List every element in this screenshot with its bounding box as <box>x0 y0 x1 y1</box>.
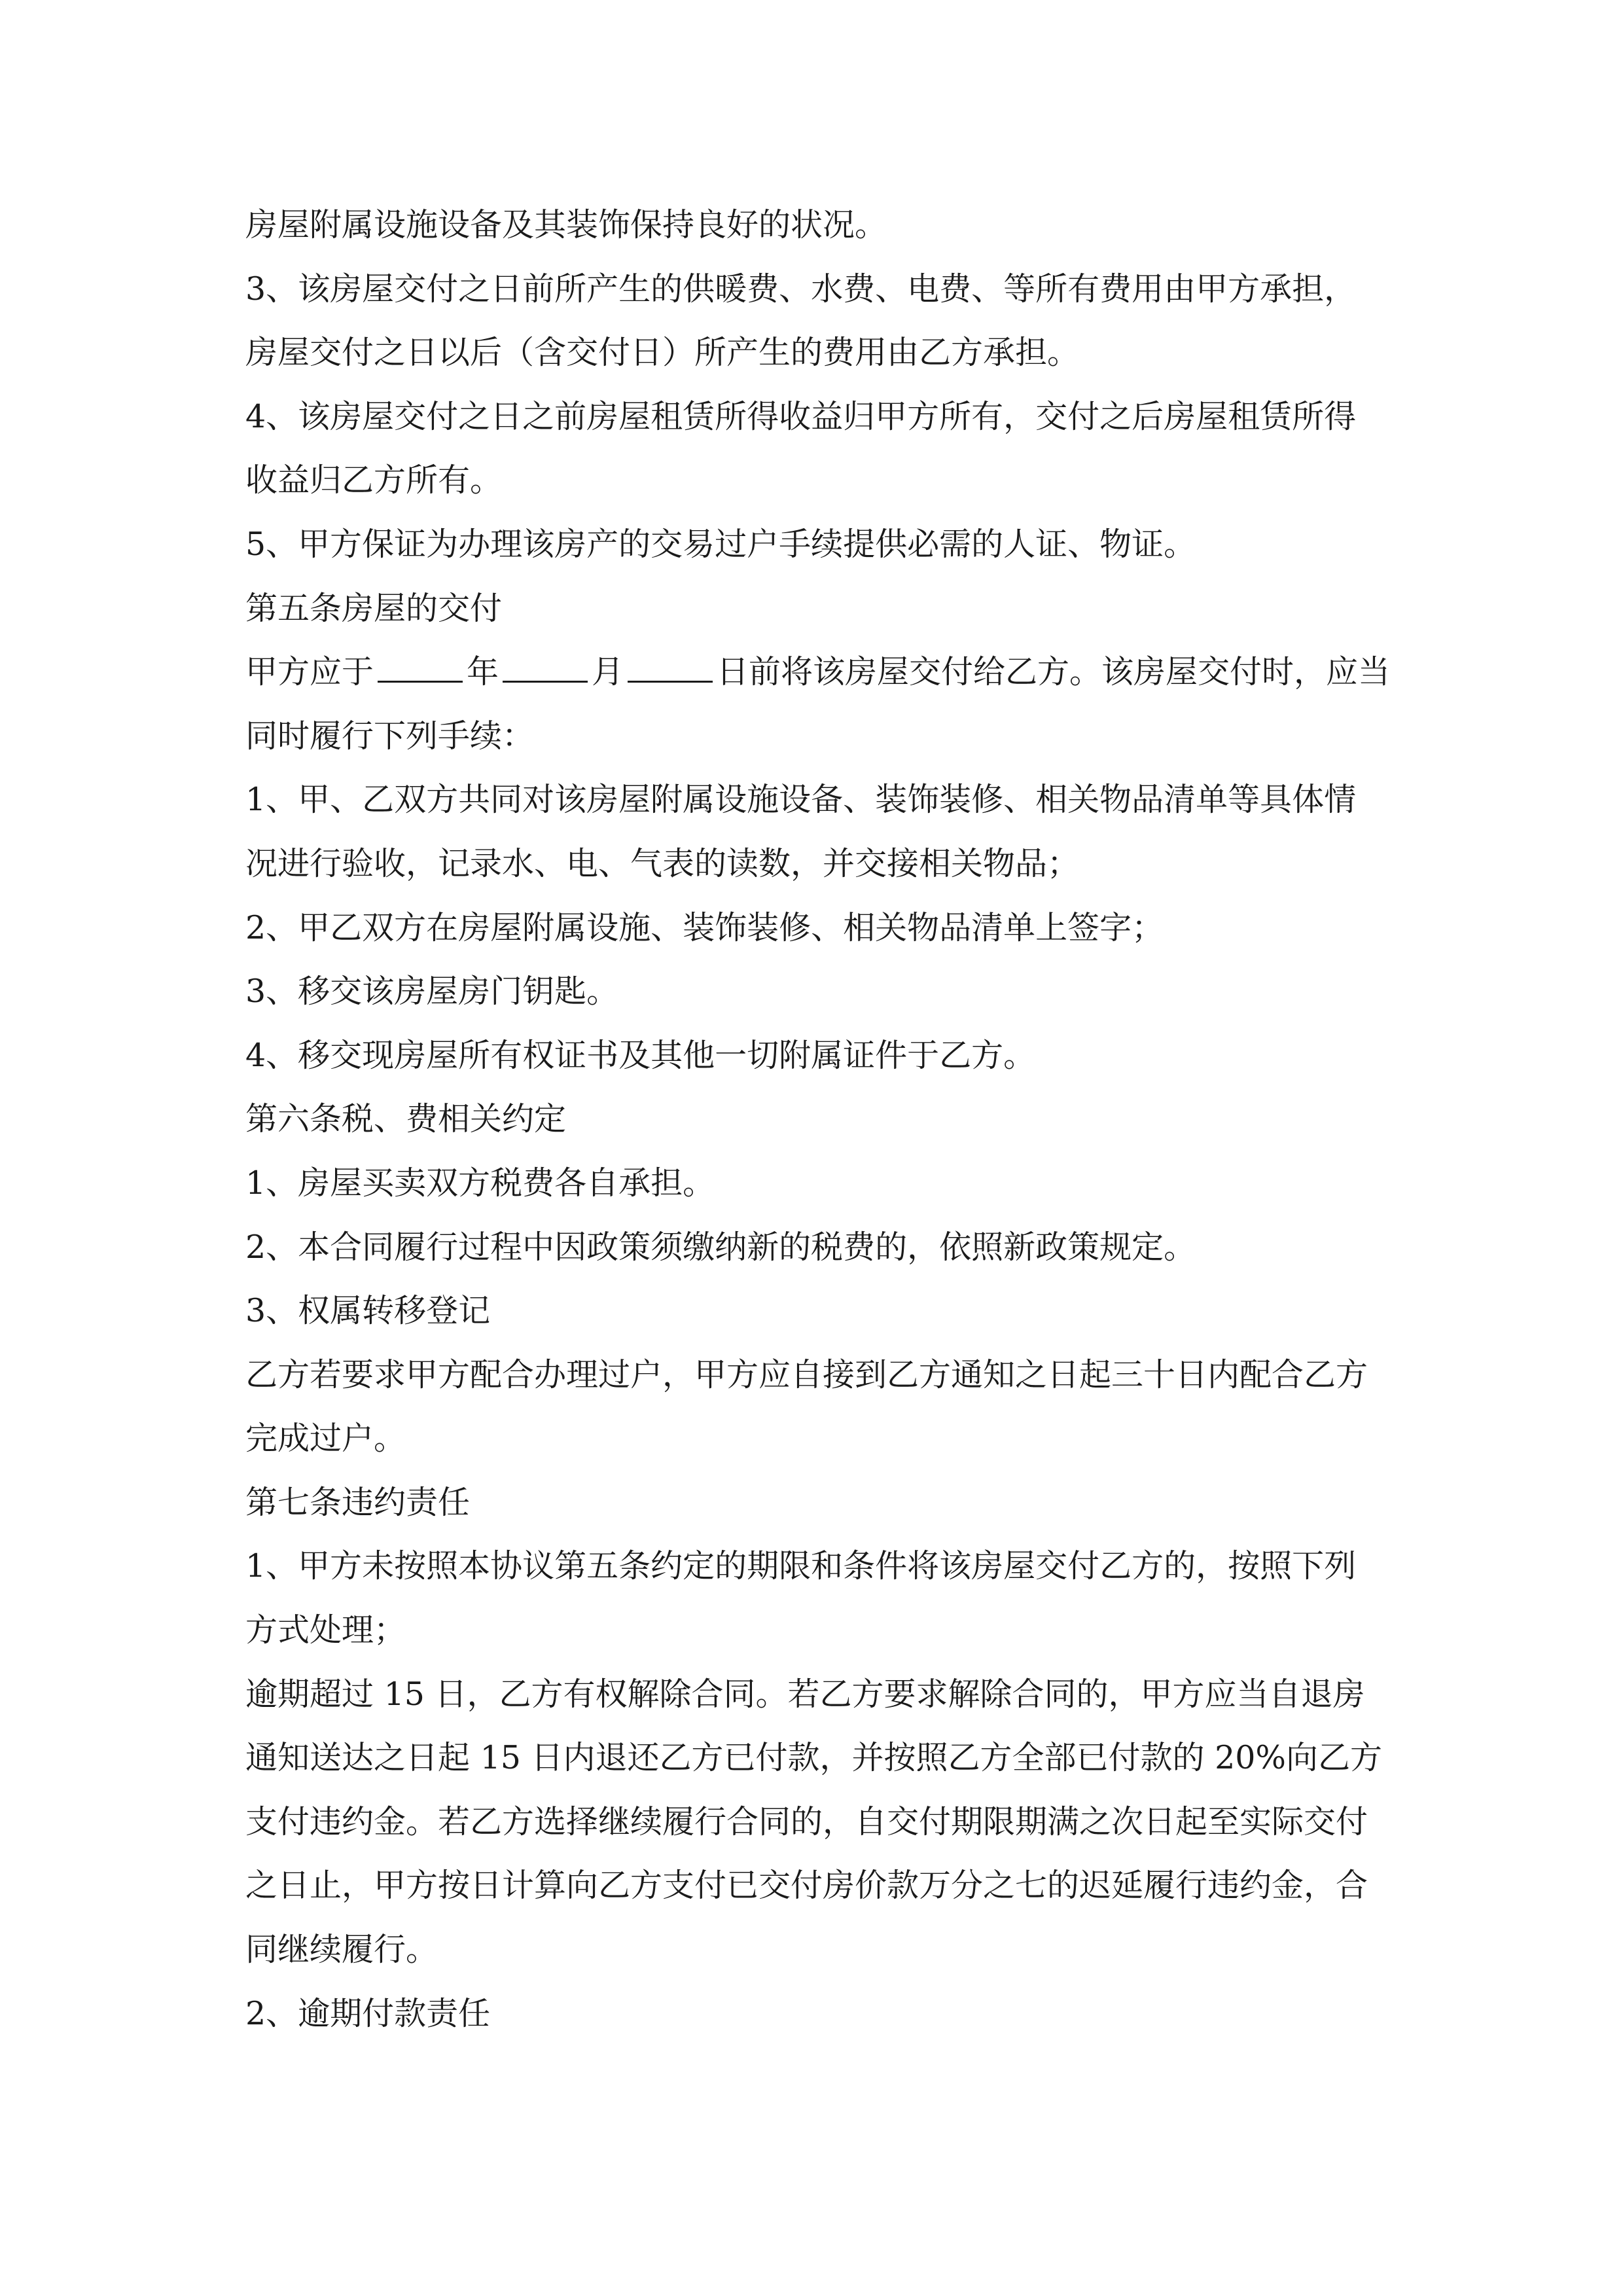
section-heading: 第五条房屋的交付 <box>245 589 503 627</box>
text-line: 3、权属转移登记 <box>245 1292 491 1330</box>
document-body <box>245 193 1391 2045</box>
text-line: 2、逾期付款责任 <box>245 1994 491 2032</box>
text-line: 完成过户。 <box>245 1420 406 1458</box>
section-heading: 第七条违约责任 <box>245 1483 471 1521</box>
text-line: 2、甲乙双方在房屋附属设施、装饰装修、相关物品清单上签字； <box>245 908 1164 946</box>
text-line: 支付违约金。若乙方选择继续履行合同的，自交付期限期满之次日起至实际交付 <box>245 1803 1368 1840</box>
text-line: 之日止，甲方按日计算向乙方支付已交付房价款万分之七的迟延履行违约金，合 <box>245 1867 1368 1905</box>
text-line: 房屋交付之日以后（含交付日）所产生的费用由乙方承担。 <box>245 334 1080 372</box>
year-blank <box>378 655 463 683</box>
text-line: 4、移交现房屋所有权证书及其他一切附属证件于乙方。 <box>245 1036 1036 1074</box>
text-line: 同时履行下列手续： <box>245 717 535 755</box>
text-line: 5、甲方保证为办理该房产的交易过户手续提供必需的人证、物证。 <box>245 525 1196 563</box>
delivery-date-line <box>245 640 1391 704</box>
text-line: 1、甲、乙双方共同对该房屋附属设施设备、装饰装修、相关物品清单等具体情 <box>245 781 1357 819</box>
day-blank <box>628 655 713 683</box>
month-blank <box>503 655 588 683</box>
text-line: 3、移交该房屋房门钥匙。 <box>245 973 619 1011</box>
text-line: 同继续履行。 <box>245 1931 438 1969</box>
delivery-suffix: 日前将该房屋交付给乙方。该房屋交付时，应当 <box>717 653 1391 691</box>
delivery-month-label: 月 <box>592 653 624 691</box>
delivery-year-label: 年 <box>467 653 499 691</box>
text-line: 房屋附属设施设备及其装饰保持良好的状况。 <box>245 206 887 243</box>
text-line: 通知送达之日起 15 日内退还乙方已付款，并按照乙方全部已付款的 20%向乙方 <box>245 1739 1382 1777</box>
text-line: 2、本合同履行过程中因政策须缴纳新的税费的，依照新政策规定。 <box>245 1228 1196 1266</box>
text-line: 乙方若要求甲方配合办理过户，甲方应自接到乙方通知之日起三十日内配合乙方 <box>245 1355 1368 1393</box>
text-line: 收益归乙方所有。 <box>245 461 503 499</box>
text-line: 逾期超过 15 日，乙方有权解除合同。若乙方要求解除合同的，甲方应当自退房 <box>245 1675 1365 1713</box>
text-line: 方式处理； <box>245 1611 406 1649</box>
text-line: 3、该房屋交付之日前所产生的供暖费、水费、电费、等所有费用由甲方承担， <box>245 270 1357 308</box>
text-line: 况进行验收，记录水、电、气表的读数，并交接相关物品； <box>245 844 1080 882</box>
text-line: 1、房屋买卖双方税费各自承担。 <box>245 1164 715 1202</box>
delivery-prefix: 甲方应于 <box>245 653 374 691</box>
text-line: 4、该房屋交付之日之前房屋租赁所得收益归甲方所有，交付之后房屋租赁所得 <box>245 397 1357 435</box>
text-line: 1、甲方未按照本协议第五条约定的期限和条件将该房屋交付乙方的，按照下列 <box>245 1547 1357 1585</box>
section-heading: 第六条税、费相关约定 <box>245 1100 567 1138</box>
